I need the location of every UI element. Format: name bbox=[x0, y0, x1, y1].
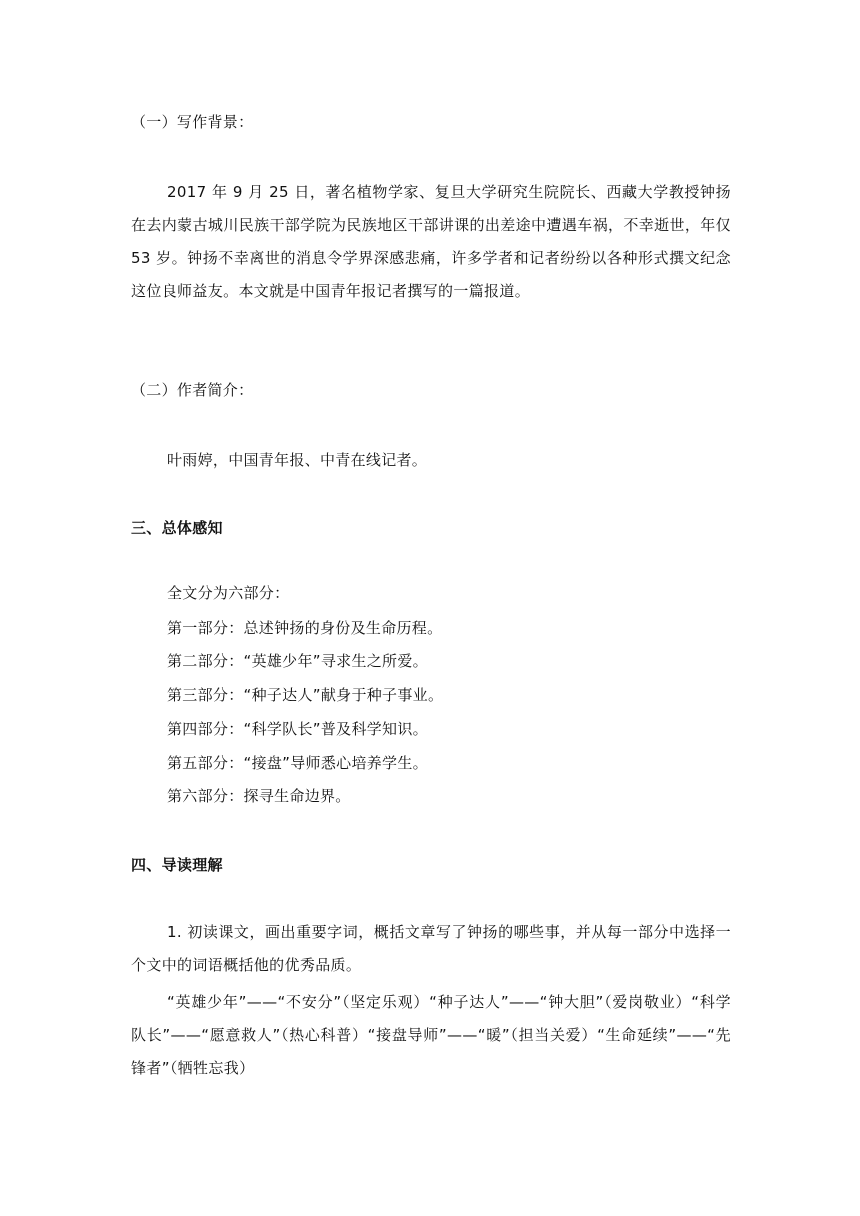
overview-part-2: 第二部分：“英雄少年”寻求生之所爱。 bbox=[167, 652, 428, 670]
author-heading: （二）作者简介： bbox=[131, 381, 254, 399]
overview-part-6: 第六部分：探寻生命边界。 bbox=[167, 787, 351, 805]
section-heading-overview: 三、总体感知 bbox=[131, 519, 223, 537]
background-heading: （一）写作背景： bbox=[131, 113, 254, 131]
section-heading-reading: 四、导读理解 bbox=[131, 856, 223, 874]
overview-intro: 全文分为六部分： bbox=[167, 584, 290, 602]
overview-part-5: 第五部分：“接盘”导师悉心培养学生。 bbox=[167, 754, 428, 772]
author-paragraph: 叶雨婷，中国青年报、中青在线记者。 bbox=[167, 451, 428, 469]
overview-part-4: 第四部分：“科学队长”普及科学知识。 bbox=[167, 720, 428, 738]
reading-answer-1: “英雄少年”——“不安分”（坚定乐观）“种子达人”——“钟大胆”（爱岗敬业）“科学队长”——“愿意救人”（热心科普）“接盘导师”——“暖”（担当关爱）“生命延续”——“先锋者”（牺牲忘我） bbox=[131, 993, 731, 1077]
overview-part-1: 第一部分：总述钟扬的身份及生命历程。 bbox=[167, 619, 443, 637]
overview-part-3: 第三部分：“种子达人”献身于种子事业。 bbox=[167, 686, 444, 704]
reading-question-1: 1. 初读课文，画出重要字词，概括文章写了钟扬的哪些事，并从每一部分中选择一个文中的词语概括他的优秀品质。 bbox=[131, 923, 731, 974]
background-paragraph: 2017 年 9 月 25 日，著名植物学家、复旦大学研究生院院长、西藏大学教授钟扬在去内蒙古城川民族干部学院为民族地区干部讲课的出差途中遭遇车祸，不幸逝世，年仅 53 岁。钟扬不幸离世的消息令学界深感悲痛，许多学者和记者纷纷以各种形式撰文纪念这位良师益友。本文就是中国青年报记者撰写的一篇报道。 bbox=[131, 183, 731, 300]
